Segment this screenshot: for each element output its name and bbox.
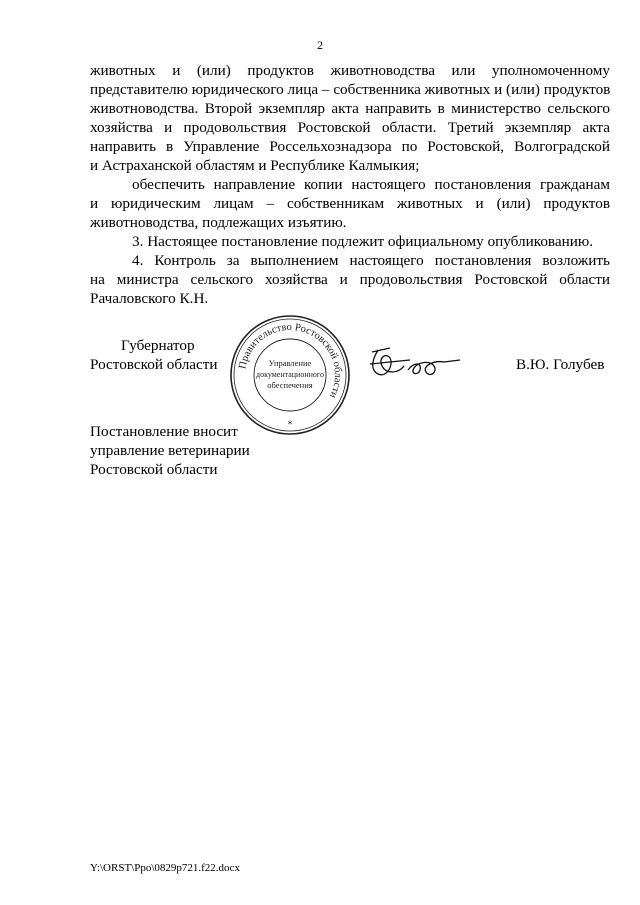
body-line: и юридическим лицам – собственникам животных и (или) продуктов [90, 195, 610, 212]
page-number: 2 [317, 38, 323, 52]
body-line: Рачаловского К.Н. [90, 290, 209, 307]
svg-text:*: * [287, 420, 293, 430]
signatory-name: В.Ю. Голубев [516, 356, 605, 373]
body-line: представителю юридического лица – собственника животных и (или) продуктов [90, 81, 611, 98]
seal-center-line1: Управление [268, 358, 312, 368]
body-line: 4. Контроль за выполнением настоящего постановления возложить [132, 252, 610, 269]
body-line: животных и (или) продуктов животноводства или уполномоченному [90, 62, 610, 79]
body-line: животноводства. Второй экземпляр акта направить в министерство сельского [90, 100, 610, 117]
footer-file-path: Y:\ORST\Ppo\0829p721.f22.docx [90, 862, 240, 874]
submitter-line3: Ростовской области [90, 461, 218, 478]
body-line: животноводства, подлежащих изъятию. [90, 214, 347, 231]
body-line: направить в Управление Россельхознадзора по Ростовской, Волгоградской [90, 138, 610, 155]
body-line: и Астраханской областям и Республике Калмыкия; [90, 157, 420, 174]
submitter-line2: управление ветеринарии [90, 442, 250, 459]
signatory-title-line1: Губернатор [121, 337, 195, 354]
body-line: на министра сельского хозяйства и продовольствия Ростовской области [90, 271, 610, 288]
seal-center-line2: документационного [256, 370, 324, 379]
body-line: 3. Настоящее постановление подлежит официальному опубликованию. [132, 233, 594, 250]
handwritten-signature [364, 344, 464, 384]
seal-ring-text: Правительство Ростовской области [237, 321, 344, 400]
body-line: хозяйства и продовольствия Ростовской области. Третий экземпляр акта [90, 119, 610, 136]
body-line: обеспечить направление копии настоящего постановления гражданам [132, 176, 610, 193]
signatory-title-line2: Ростовской области [90, 356, 218, 373]
official-seal [228, 313, 352, 437]
submitter-line1: Постановление вносит [90, 423, 238, 440]
seal-center-line3: обеспечения [267, 380, 313, 390]
